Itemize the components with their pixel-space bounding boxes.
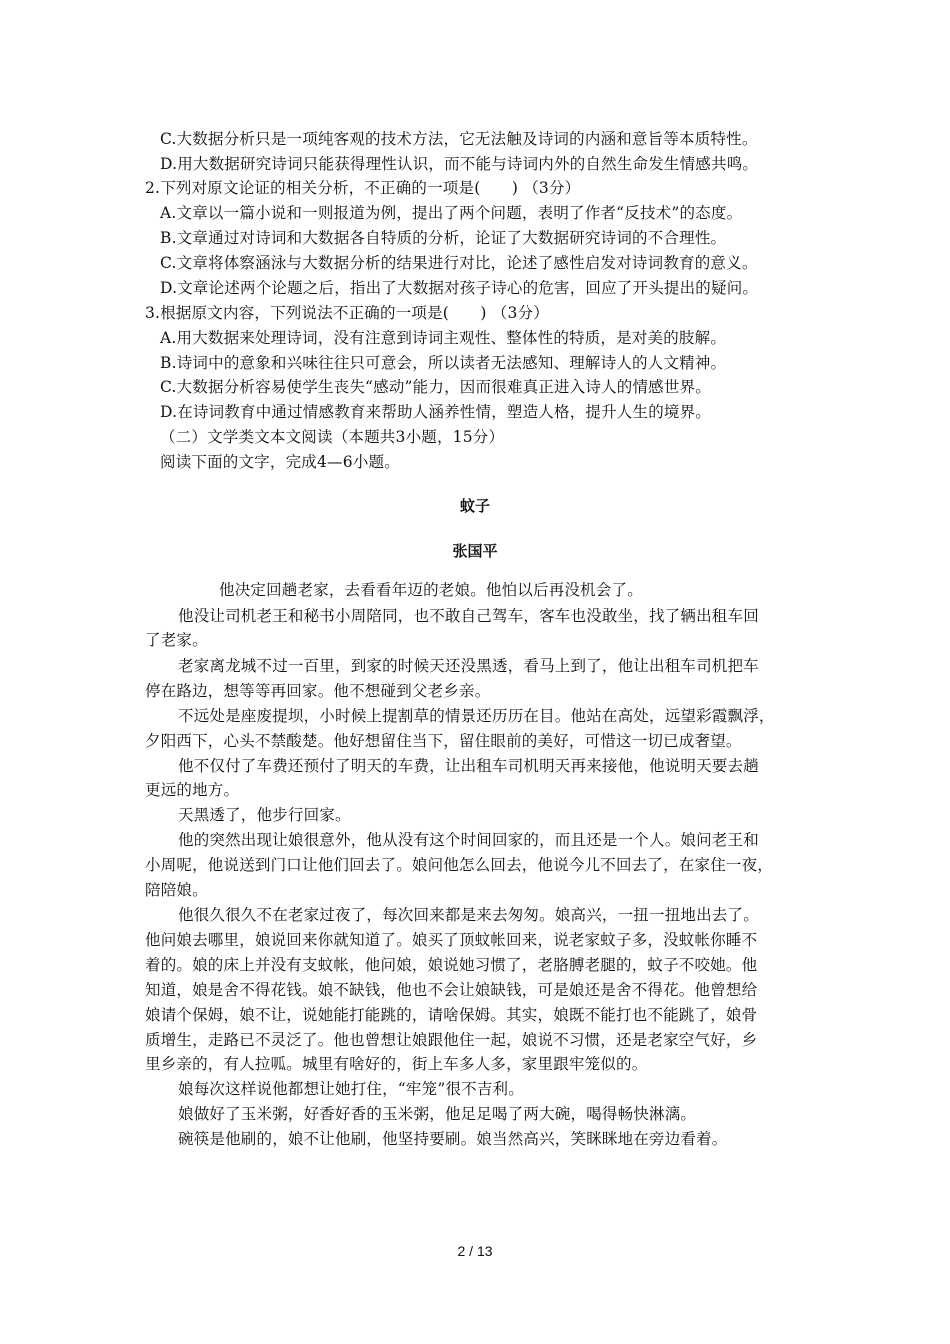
story-line: 他很久很久不在老家过夜了，每次回来都是来去匆匆。娘高兴，一扭一扭地出去了。 xyxy=(178,906,759,924)
story-title: 蚊子 xyxy=(459,497,490,515)
story-line: 知道，娘是舍不得花钱。娘不缺钱，他也不会让娘缺钱，可是娘还是舍不得花。他曾想给 xyxy=(145,981,758,999)
story-line: 了老家。 xyxy=(145,631,208,649)
section-two-heading: （二）文学类文本文阅读（本题共3小题，15分） xyxy=(160,428,505,446)
section-two-instruction: 阅读下面的文字，完成4—6小题。 xyxy=(160,453,400,471)
q2-option-c: C.文章将体察涵泳与大数据分析的结果进行对比，论述了感性启发对诗词教育的意义。 xyxy=(160,254,758,272)
story-line: 小周呢，他说送到门口让他们回去了。娘问他怎么回去，他说今儿不回去了，在家住一夜， xyxy=(145,856,774,874)
story-line: 娘每次这样说他都想让她打住，“牢笼”很不吉利。 xyxy=(178,1080,524,1098)
q2-option-b: B.文章通过对诗词和大数据各自特质的分析，论证了大数据研究诗词的不合理性。 xyxy=(160,229,727,247)
q1-option-c: C.大数据分析只是一项纯客观的技术方法，它无法触及诗词的内涵和意旨等本质特性。 xyxy=(160,130,758,148)
story-line: 更远的地方。 xyxy=(145,781,240,799)
q2-stem: 2.下列对原文论证的相关分析，不正确的一项是( ) （3分） xyxy=(145,179,581,197)
story-line: 陪陪娘。 xyxy=(145,881,208,899)
q2-option-a: A.文章以一篇小说和一则报道为例，提出了两个问题，表明了作者“反技术”的态度。 xyxy=(160,204,743,222)
story-line: 碗筷是他刷的，娘不让他刷，他坚持要刷。娘当然高兴，笑眯眯地在旁边看着。 xyxy=(178,1130,728,1148)
story-line: 着的。娘的床上并没有支蚊帐，他问娘，娘说她习惯了，老胳膊老腿的，蚊子不咬她。他 xyxy=(145,956,758,974)
story-line: 不远处是座废提坝，小时候上提割草的情景还历历在目。他站在高处，远望彩霞飘浮， xyxy=(178,707,775,725)
story-line: 老家离龙城不过一百里，到家的时候天还没黑透，看马上到了，他让出租车司机把车 xyxy=(178,657,759,675)
story-line: 他决定回趟老家，去看看年迈的老娘。他怕以后再没机会了。 xyxy=(219,581,643,599)
story-author: 张国平 xyxy=(452,542,498,560)
q3-stem: 3.根据原文内容，下列说法不正确的一项是( ) （3分） xyxy=(145,304,549,322)
story-line: 他没让司机老王和秘书小周陪同，也不敢自己驾车，客车也没敢坐，找了辆出租车回 xyxy=(178,607,759,625)
story-line: 娘做好了玉米粥，好香好香的玉米粥，他足足喝了两大碗，喝得畅快淋漓。 xyxy=(178,1105,697,1123)
story-line: 他问娘去哪里，娘说回来你就知道了。娘买了顶蚊帐回来，说老家蚊子多，没蚊帐你睡不 xyxy=(145,931,758,949)
q3-option-b: B.诗词中的意象和兴味往往只可意会，所以读者无法感知、理解诗人的人文精神。 xyxy=(160,354,727,372)
story-line: 停在路边，想等等再回家。他不想碰到父老乡亲。 xyxy=(145,682,491,700)
q3-option-a: A.用大数据来处理诗词，没有注意到诗词主观性、整体性的特质，是对美的肢解。 xyxy=(160,329,727,347)
q2-option-d: D.文章论述两个论题之后，指出了大数据对孩子诗心的危害，回应了开头提出的疑问。 xyxy=(160,279,759,297)
story-line: 天黑透了，他步行回家。 xyxy=(178,806,351,824)
q3-option-c: C.大数据分析容易使学生丧失“感动”能力，因而很难真正进入诗人的情感世界。 xyxy=(160,378,711,396)
story-line: 娘请个保姆，娘不让，说她能打能跳的，请啥保姆。其实，娘既不能打也不能跳了，娘骨 xyxy=(145,1006,758,1024)
page-number: 2 / 13 xyxy=(457,1243,493,1259)
story-line: 夕阳西下，心头不禁酸楚。他好想留住当下，留住眼前的美好，可惜这一切已成奢望。 xyxy=(145,732,742,750)
q3-option-d: D.在诗词教育中通过情感教育来帮助人涵养性情，塑造人格，提升人生的境界。 xyxy=(160,403,712,421)
story-line: 他的突然出现让娘很意外，他从没有这个时间回家的，而且还是一个人。娘问老王和 xyxy=(178,831,759,849)
story-line: 他不仅付了车费还预付了明天的车费，让出租车司机明天再来接他，他说明天要去趟 xyxy=(178,757,759,775)
story-line: 质增生，走路已不灵泛了。他也曾想让娘跟他住一起，娘说不习惯，还是老家空气好，乡 xyxy=(145,1031,758,1049)
story-line: 里乡亲的，有人拉呱。城里有啥好的，街上车多人多，家里跟牢笼似的。 xyxy=(145,1055,648,1073)
q1-option-d: D.用大数据研究诗词只能获得理性认识，而不能与诗词内外的自然生命发生情感共鸣。 xyxy=(160,155,759,173)
